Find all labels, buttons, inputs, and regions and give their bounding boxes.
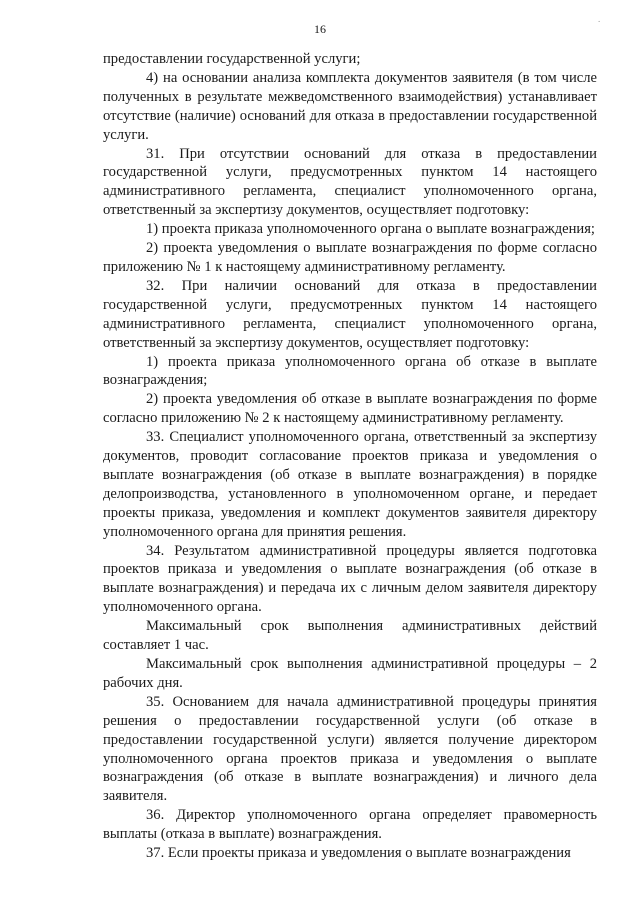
paragraph-36: 36. Директор уполномоченного органа определяет правомерность выплаты (отказа в выплате) вознаграждения. [103,807,597,843]
paragraph-37: 37. Если проекты приказа и уведомления о выплате вознаграждения [146,845,571,862]
paragraph-subitem-4: 4) на основании анализа комплекта документов заявителя (в том числе полученных в результате межведомственного взаимодействия) устанавливает отсутствие (наличие) оснований для отказа в предоставлении государственной услуги. [103,69,597,143]
paragraph-continuation: предоставлении государственной услуги; [103,51,361,67]
paragraph-34-max-time-actions: Максимальный срок выполнения административных действий составляет 1 час. [103,618,597,654]
paragraph-33: 33. Специалист уполномоченного органа, ответственный за экспертизу документов, проводит согласование проектов приказа и уведомления о выплате вознаграждения (об отказе в выплате вознаграждения) в порядке делопроизводства, установленного в уполномоченном органе, и передает проекты приказа, уведомления и комплект документов заявителя директору уполномоченного органа для принятия решения. [103,429,597,540]
paragraph-31-subitem-1: 1) проекта приказа уполномоченного органа о выплате вознаграждения; [146,221,595,238]
paragraph-34: 34. Результатом административной процедуры является подготовка проектов приказа и уведомления о выплате вознаграждения (об отказе в выплате вознаграждения) и передача их с личным делом заявителя директору уполномоченного органа. [103,542,597,616]
paragraph-31: 31. При отсутствии оснований для отказа в предоставлении государственной услуги, предусмотренных пунктом 14 настоящего административного регламента, специалист уполномоченного органа, ответственный за экспертизу документов, осуществляет подготовку: [103,145,597,219]
paragraph-32: 32. При наличии оснований для отказа в предоставлении государственной услуги, предусмотренных пунктом 14 настоящего административного регламента, специалист уполномоченного органа, ответственный за экспертизу документов, осуществляет подготовку: [103,277,597,351]
document-body [103,50,597,863]
paragraph-35: 35. Основанием для начала административной процедуры принятия решения о предоставлении государственной услуги (об отказе в предоставлении государственной услуги) является получение директором уполномоченного органа проектов приказа и уведомления о выплате вознаграждения (об отказе в выплате вознаграждения) и личного дела заявителя. [103,693,597,805]
paragraph-32-subitem-2: 2) проекта уведомления об отказе в выплате вознаграждения по форме согласно приложению № 2 к настоящему административному регламенту. [103,391,597,427]
page-number: 16 [314,22,326,36]
scan-mark: . [598,14,601,24]
paragraph-32-subitem-1: 1) проекта приказа уполномоченного органа об отказе в выплате вознаграждения; [103,353,597,389]
paragraph-31-subitem-2: 2) проекта уведомления о выплате вознаграждения по форме согласно приложению № 1 к настоящему административному регламенту. [103,240,597,275]
paragraph-34-max-time-procedure: Максимальный срок выполнения административной процедуры – 2 рабочих дня. [103,656,597,691]
